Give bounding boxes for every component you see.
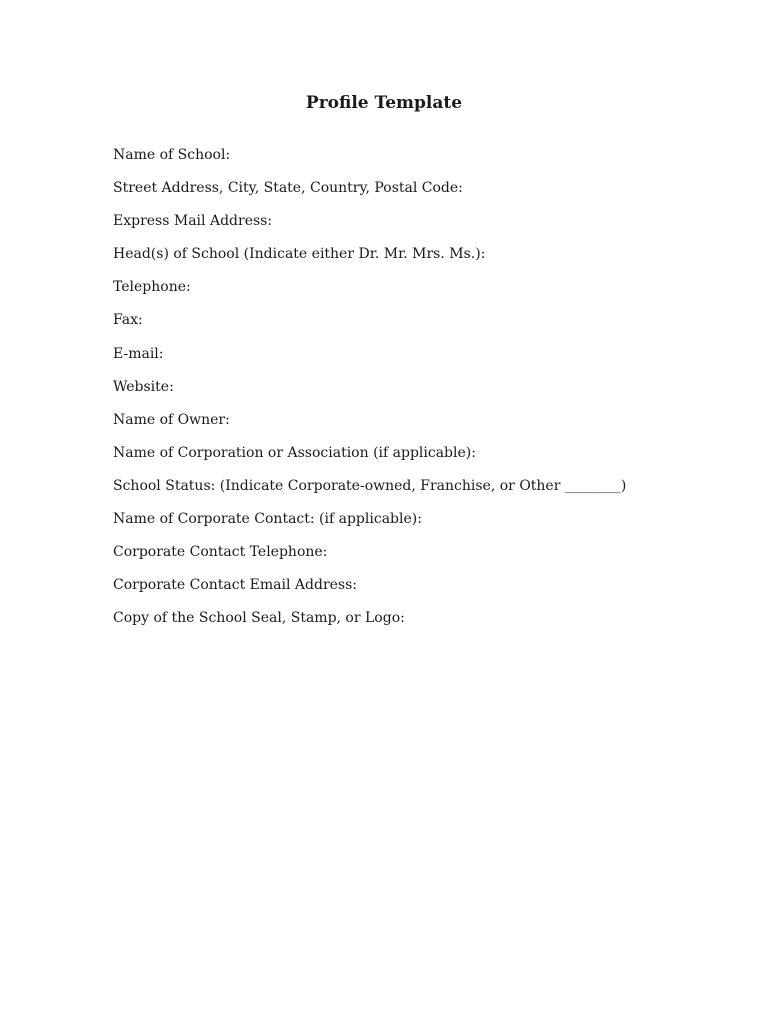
field-street-address: Street Address, City, State, Country, Postal Code: xyxy=(113,180,463,197)
field-corporation-name: Name of Corporation or Association (if applicable): xyxy=(113,444,476,461)
field-fax: Fax: xyxy=(113,312,143,329)
field-website: Website: xyxy=(113,378,174,395)
field-express-mail-address: Express Mail Address: xyxy=(113,213,273,230)
field-school-seal: Copy of the School Seal, Stamp, or Logo: xyxy=(113,610,405,627)
page-title: Profile Template xyxy=(305,93,463,113)
field-corporate-contact-telephone: Corporate Contact Telephone: xyxy=(113,544,328,561)
field-school-status: School Status: (Indicate Corporate-owned, Franchise, or Other ________) xyxy=(113,477,627,494)
field-school-name: Name of School: xyxy=(113,147,231,163)
field-telephone: Telephone: xyxy=(113,279,191,296)
field-email: E-mail: xyxy=(113,345,164,362)
profile-field-list xyxy=(113,145,713,641)
field-corporate-contact-name: Name of Corporate Contact: (if applicable): xyxy=(113,511,422,528)
field-corporate-contact-email: Corporate Contact Email Address: xyxy=(113,577,358,594)
field-head-of-school: Head(s) of School (Indicate either Dr. Mr. Mrs. Ms.): xyxy=(113,246,486,263)
field-owner-name: Name of Owner: xyxy=(113,411,230,428)
